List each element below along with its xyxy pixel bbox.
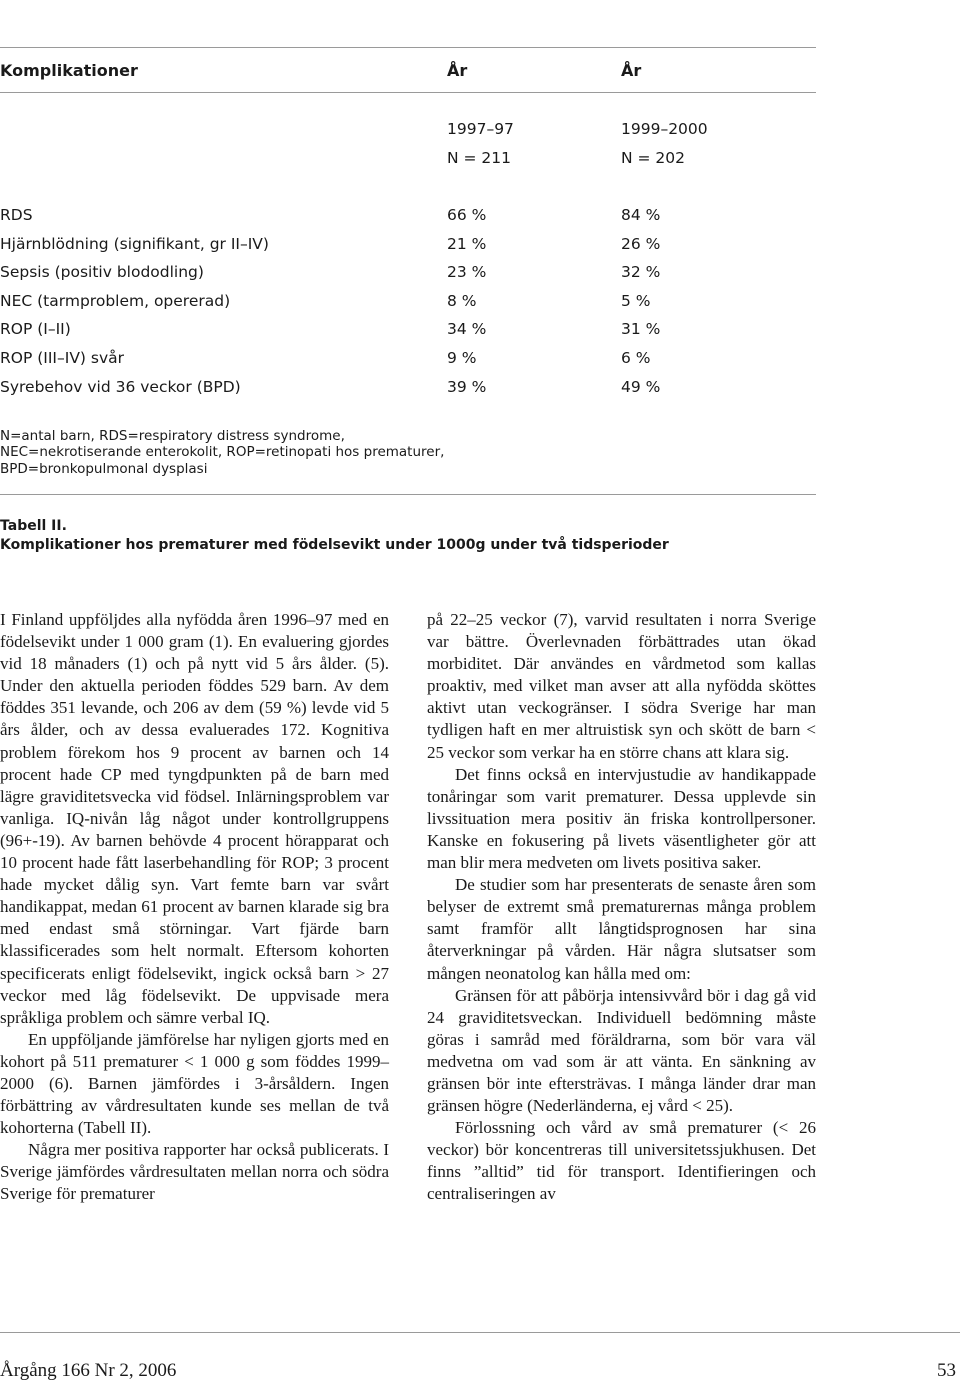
body-paragraph: Några mer positiva rapporter har också publicerats. I Sverige jämfördes vårdresultaten mellan norra och södra Sverige för prematurer — [0, 1140, 389, 1204]
table-row — [0, 349, 816, 378]
row-value-1: 8 % — [447, 292, 477, 310]
row-label: ROP (I–II) — [0, 320, 71, 338]
row-label: RDS — [0, 206, 33, 224]
period1-years: 1997–97 — [447, 120, 514, 138]
row-value-1: 21 % — [447, 235, 487, 253]
table-header-col1: År — [447, 61, 468, 80]
table-caption-text: Komplikationer hos prematurer med födelsevikt under 1000g under två tidsperioder — [0, 537, 669, 553]
body-right-column — [427, 609, 816, 1206]
row-value-2: 6 % — [621, 349, 651, 367]
table-header-label: Komplikationer — [0, 61, 138, 80]
row-value-2: 31 % — [621, 320, 661, 338]
row-value-2: 32 % — [621, 263, 661, 281]
table-note: N=antal barn, RDS=respiratory distress syndrome, — [0, 428, 345, 444]
row-label: Sepsis (positiv blododling) — [0, 263, 204, 281]
footer-journal: Årgång 166 Nr 2, 2006 — [0, 1360, 177, 1381]
table-header-rule — [0, 92, 816, 93]
row-value-2: 84 % — [621, 206, 661, 224]
table-caption-title: Tabell II. — [0, 518, 67, 534]
row-value-1: 9 % — [447, 349, 477, 367]
table-row — [0, 235, 816, 264]
row-value-1: 34 % — [447, 320, 487, 338]
period1-n: N = 211 — [447, 149, 512, 167]
row-value-2: 5 % — [621, 292, 651, 310]
table-bottom-rule — [0, 494, 816, 495]
period2-n: N = 202 — [621, 149, 686, 167]
table-row — [0, 206, 816, 235]
table-row — [0, 263, 816, 292]
body-paragraph: Gränsen för att påbörja intensivvård bör i dag gå vid 24 graviditetsveckan. Individuell bedömning måste göras i samråd med föräldrarna, som bör vara väl medvetna om vad som är att vänta. En sänkning av gränsen bör inte eftersträvas. I många länder drar man gränsen högre (Nederländerna, ej vård < 25). — [427, 985, 816, 1116]
table-header-col2: År — [621, 61, 642, 80]
body-paragraph: I Finland uppföljdes alla nyfödda åren 1996–97 med en födelsevikt under 1 000 gram (1). En evaluering gjordes vid 18 månaders (1) och på nytt vid 5 års ålder. (5). Under den aktuella perioden föddes 529 barn. Av dem föddes 351 levande, och 206 av dem (59 %) levde vid 5 års ålder, och av dessa evaluerades 172. Kognitiva problem förekom hos 9 procent av barnen och 14 procent hade CP med tyngdpunkten på de barn med lägre graviditetsvecka vid födsel. Inlärningsproblem var vanliga. IQ-nivån låg något under kontrollgruppens (96+-19). Av barnen behövde 4 procent hörapparat och 10 procent hade fått laserbehandling för ROP; 3 procent hade mycket dålig syn. Vart femte barn var svårt handikappat, medan 61 procent av barnen klarade sig bra med endast små störningar. Vart fjärde barn klassificerades som helt normalt. Eftersom kohorten specificerats enligt födelsevikt, ingick också barn > 27 veckor med låg födelsevikt. De uppvisade mera språkliga problem och sämre verbal IQ. — [0, 610, 389, 1027]
row-value-2: 49 % — [621, 378, 661, 396]
body-paragraph: Förlossning och vård av små prematurer (< 26 veckor) bör koncentreras till universitetssjukhusen. Det finns ”alltid” tid för transport. Identifieringen och centraliseringen av — [427, 1118, 816, 1204]
table-top-rule — [0, 47, 816, 48]
period2-years: 1999–2000 — [621, 120, 708, 138]
body-paragraph: En uppföljande jämförelse har nyligen gjorts med en kohort på 511 prematurer < 1 000 g som föddes 1999–2000 (6). Barnen jämfördes i 3-årsåldern. Ingen förbättring av vårdresultaten kunde ses mellan de två kohorterna (Tabell II). — [0, 1029, 389, 1138]
row-label: ROP (III–IV) svår — [0, 349, 125, 367]
row-value-2: 26 % — [621, 235, 661, 253]
table-row — [0, 378, 816, 407]
body-paragraph: De studier som har presenterats de senaste åren som belyser de extremt små prematurernas många problem samt framför allt långtidsprognosen har sina återverkningar på vården. Här några slutsatser som mången neonatolog kan hålla med om: — [427, 875, 816, 983]
row-value-1: 66 % — [447, 206, 487, 224]
row-value-1: 23 % — [447, 263, 487, 281]
footer-rule — [0, 1332, 960, 1333]
table-note: BPD=bronkopulmonal dysplasi — [0, 461, 208, 477]
body-paragraph: på 22–25 veckor (7), varvid resultaten i norra Sverige var bättre. Överlevnaden förbättrades utan ökad morbiditet. Där användes en vårdmetod som kallas proaktiv, med vilket man avser att alla nyfödda sköttes aktivt utan veckogränser. I södra Sverige har man tydligen haft en mer altruistisk syn och skött de barn < 25 veckor som verkar ha en större chans att klara sig. — [427, 610, 816, 762]
body-paragraph: Det finns också en intervjustudie av handikappade tonåringar som varit prematurer. Dessa upplevde sin livssituation mera positiv än friska kontrollpersoner. Kanske en fokusering på livets väsentligheter gör att man blir mera medveten om livets positiva saker. — [427, 764, 816, 873]
table-row — [0, 320, 816, 349]
row-label: Hjärnblödning (signifikant, gr II–IV) — [0, 235, 269, 253]
footer-page-number: 53 — [937, 1360, 956, 1381]
table-note: NEC=nekrotiserande enterokolit, ROP=retinopati hos prematurer, — [0, 444, 445, 460]
table-row — [0, 292, 816, 321]
body-left-column — [0, 609, 389, 1206]
row-label: Syrebehov vid 36 veckor (BPD) — [0, 378, 241, 396]
row-value-1: 39 % — [447, 378, 487, 396]
row-label: NEC (tarmproblem, opererad) — [0, 292, 231, 310]
